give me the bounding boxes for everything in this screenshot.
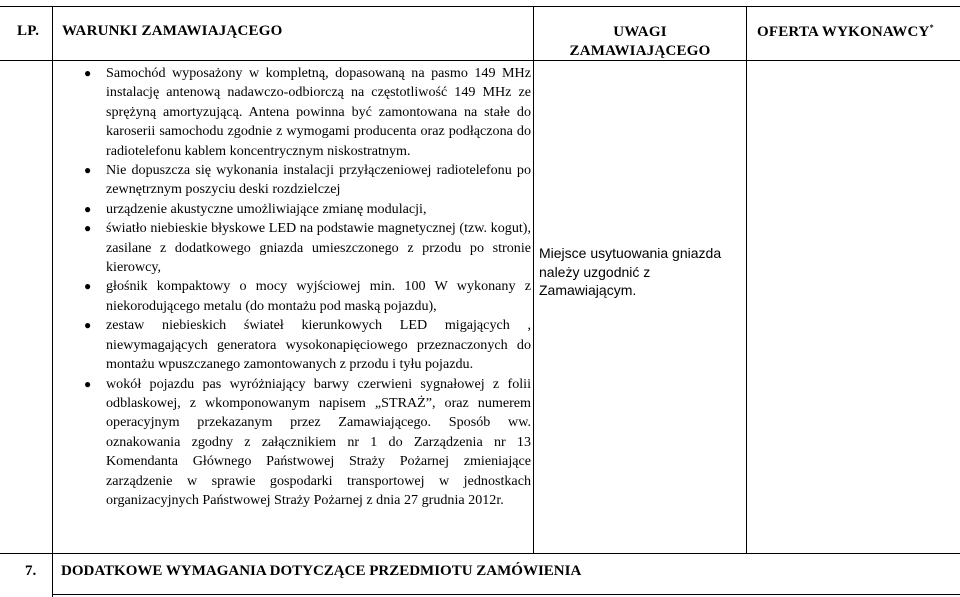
remark-text: Miejsce usytuowania gniazda należy uzgodnić z Zamawiającym. (539, 245, 722, 298)
condition-item (83, 200, 531, 219)
header-remarks (534, 23, 746, 61)
bullet-icon: ● (84, 279, 92, 294)
header-offer-label: OFERTA WYKONAWCY (757, 24, 930, 40)
condition-item (83, 316, 531, 374)
condition-item (83, 219, 531, 277)
header-conditions: WARUNKI ZAMAWIAJĄCEGO (62, 23, 283, 39)
section-bottom-border (0, 553, 960, 554)
conditions-list (83, 64, 531, 510)
footer-title: DODATKOWE WYMAGANIA DOTYCZĄCE PRZEDMIOTU ZAMÓWIENIA (61, 563, 582, 579)
col-divider-offer (746, 6, 747, 554)
bullet-icon: ● (84, 66, 92, 80)
condition-text: Nie dopuszcza się wykonania instalacji przyłączeniowej radiotelefonu po zewnętrznym poszyciu deski rozdzielczej (106, 162, 531, 198)
col-divider-remarks (533, 6, 534, 554)
header-remarks-line2: ZAMAWIAJĄCEGO (569, 43, 711, 59)
condition-item (83, 277, 531, 316)
condition-item (83, 375, 531, 511)
table-top-border (0, 6, 960, 7)
bullet-icon: ● (84, 221, 92, 236)
condition-item (83, 161, 531, 200)
header-offer (757, 23, 934, 41)
header-remarks-line1: UWAGI (613, 24, 667, 40)
condition-text: wokół pojazdu pas wyróżniający barwy czerwieni sygnałowej z folii odblaskowej, z wkomponowanym napisem „STRAŻ”, oraz numerem operacyjnym przekazanym przez Zamawiającego. Sposób ww. oznakowania zgodny z załącznikiem nr 1 do Zarządzenia nr 13 Komendanta Głównego Państwowej Straży Pożarnej zmieniające zarządzenie w sprawie gospodarki transportowej w jednostkach organizacyjnych Państwowej Straży Pożarnej z dnia 27 grudnia 2012r. (106, 375, 531, 508)
condition-text: głośnik kompaktowy o mocy wyjściowej min. 100 W wykonany z niekorodującego metalu (do montażu pod maską pojazdu), (106, 278, 531, 314)
condition-text: zestaw niebieskich świateł kierunkowych LED migających , niewymagających generatora wysokonapięciowego przeznaczonych do montażu wpuszczanego zamontowanych z przodu i tyłu pojazdu. (106, 317, 531, 373)
condition-item (83, 64, 531, 161)
condition-text: Samochód wyposażony w kompletną, dopasowaną na pasmo 149 MHz instalację antenową nadawczo-odbiorczą na częstotliwość 149 MHz ze sprężyną amortyzującą. Antena powinna być zamontowana na stałe do karoserii samochodu zgodnie z wymogami producenta oraz podłączona do radiotelefonu kablem koncentrycznym niskostratnym. (106, 65, 531, 159)
footer-bottom-border (52, 594, 960, 595)
condition-text: urządzenie akustyczne umożliwiające zmianę modulacji, (106, 200, 427, 217)
bullet-icon: ● (84, 376, 92, 391)
header-bottom-border (0, 60, 960, 61)
bullet-icon: ● (84, 163, 92, 178)
condition-text: światło niebieskie błyskowe LED na podstawie magnetycznej (tzw. kogut), zasilane z dodatkowego gniazda umieszczonego z przodu po stronie kierowcy, (106, 220, 531, 276)
footer-number: 7. (25, 563, 37, 579)
header-lp: LP. (17, 23, 40, 39)
col-divider-lp (52, 6, 53, 597)
bullet-icon: ● (84, 201, 92, 216)
bullet-icon: ● (84, 318, 92, 333)
header-offer-asterisk: * (929, 23, 934, 32)
